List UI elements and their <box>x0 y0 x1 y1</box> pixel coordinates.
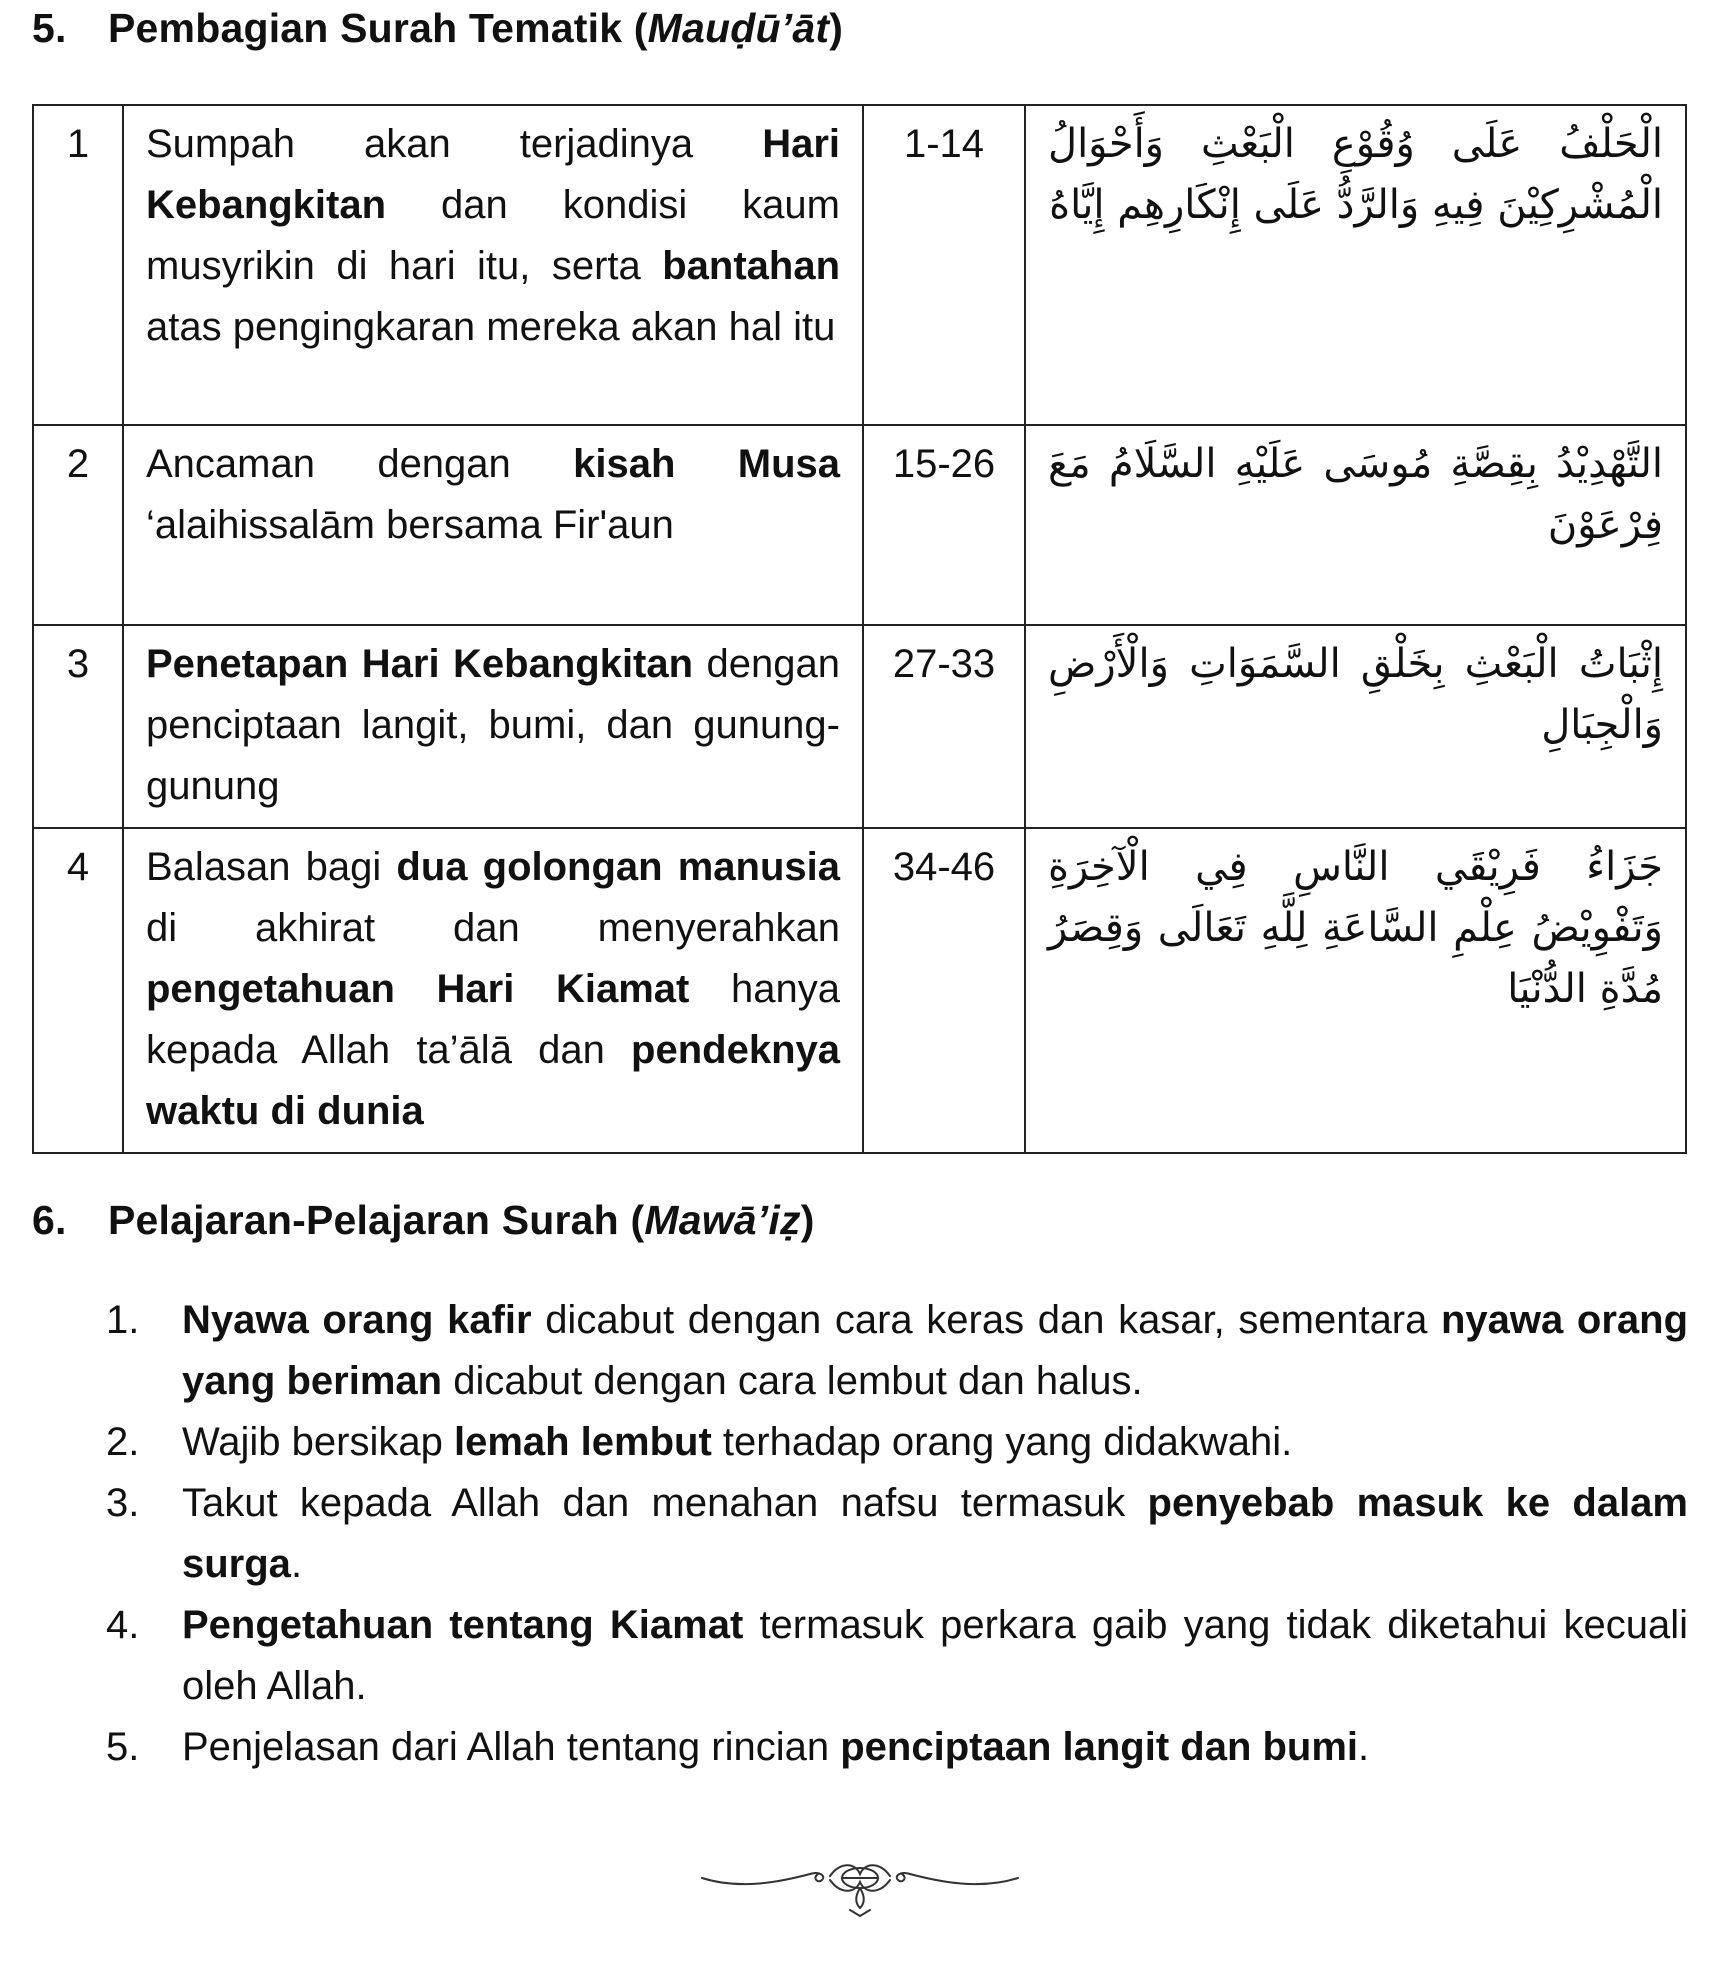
row-verse-range: 15-26 <box>863 425 1025 625</box>
list-marker: 5. <box>106 1725 140 1769</box>
list-item: 3. Takut kepada Allah dan menahan nafsu termasuk penyebab masuk ke dalam surga. <box>106 1473 1688 1595</box>
row-verse-range: 27-33 <box>863 625 1025 828</box>
section-title: Pelajaran-Pelajaran Surah ( <box>108 1197 645 1243</box>
list-item: 4. Pengetahuan tentang Kiamat termasuk perkara gaib yang tidak diketahui kecuali oleh Allah. <box>106 1595 1688 1717</box>
list-marker: 1. <box>106 1298 140 1342</box>
row-verse-range: 1-14 <box>863 105 1025 425</box>
row-description: Sumpah akan terjadinya Hari Kebangkitan dan kondisi kaum musyrikin di hari itu, serta bantahan atas pengingkaran mereka akan hal itu <box>123 105 863 425</box>
table-row <box>33 625 1686 828</box>
row-arabic-text: الْحَلْفُ عَلَى وُقُوْعِ الْبَعْثِ وَأَحْوَالُ الْمُشْرِكِيْنَ فِيهِ وَالرَّدُّ عَلَى إِنْكَارِهِم إِيَّاهُ <box>1025 105 1686 425</box>
row-arabic-text: التَّهْدِيْدُ بِقِصَّةِ مُوسَى عَلَيْهِ السَّلَامُ مَعَ فِرْعَوْنَ <box>1025 425 1686 625</box>
row-number: 4 <box>33 828 123 1153</box>
ornament-divider-icon <box>700 1838 1020 1918</box>
section-number: 6. <box>32 1197 67 1243</box>
section-6-heading <box>32 1196 815 1244</box>
row-verse-range: 34-46 <box>863 828 1025 1153</box>
thematic-division-table <box>32 104 1687 1154</box>
row-description: Ancaman dengan kisah Musa ‘alaihissalām bersama Fir'aun <box>123 425 863 625</box>
list-marker: 4. <box>106 1603 140 1647</box>
row-number: 2 <box>33 425 123 625</box>
list-marker: 2. <box>106 1420 140 1464</box>
row-description: Balasan bagi dua golongan manusia di akhirat dan menyerahkan pengetahuan Hari Kiamat hanya kepada Allah ta’ālā dan pendeknya waktu di dunia <box>123 828 863 1153</box>
list-item: 1. Nyawa orang kafir dicabut dengan cara keras dan kasar, sementara nyawa orang yang beriman dicabut dengan cara lembut dan halus. <box>106 1290 1688 1412</box>
list-item: 5. Penjelasan dari Allah tentang rincian penciptaan langit dan bumi. <box>106 1717 1688 1778</box>
section-title-end: ) <box>800 1197 815 1243</box>
section-title: Pembagian Surah Tematik ( <box>108 5 648 51</box>
row-description: Penetapan Hari Kebangkitan dengan penciptaan langit, bumi, dan gunung-gunung <box>123 625 863 828</box>
list-item: 2. Wajib bersikap lemah lembut terhadap orang yang didakwahi. <box>106 1412 1688 1473</box>
lessons-list <box>106 1290 1688 1778</box>
table-row <box>33 105 1686 425</box>
section-title-end: ) <box>829 5 844 51</box>
section-5-heading <box>32 4 843 52</box>
section-title-italic: Mawā’iẓ <box>644 1197 801 1243</box>
row-arabic-text: جَزَاءُ فَرِيْقَي النَّاسِ فِي الْآخِرَةِ وَتَفْوِيْضُ عِلْمِ السَّاعَةِ لِلَّهِ تَعَالَى وَقِصَرُ مُدَّةِ الدُّنْيَا <box>1025 828 1686 1153</box>
row-number: 3 <box>33 625 123 828</box>
section-title-italic: Mauḍū’āt <box>647 5 830 51</box>
table-row <box>33 425 1686 625</box>
section-number: 5. <box>32 5 67 51</box>
row-number: 1 <box>33 105 123 425</box>
list-marker: 3. <box>106 1481 140 1525</box>
table-row <box>33 828 1686 1153</box>
row-arabic-text: إِثْبَاتُ الْبَعْثِ بِخَلْقِ السَّمَوَاتِ وَالْأَرْضِ وَالْجِبَالِ <box>1025 625 1686 828</box>
